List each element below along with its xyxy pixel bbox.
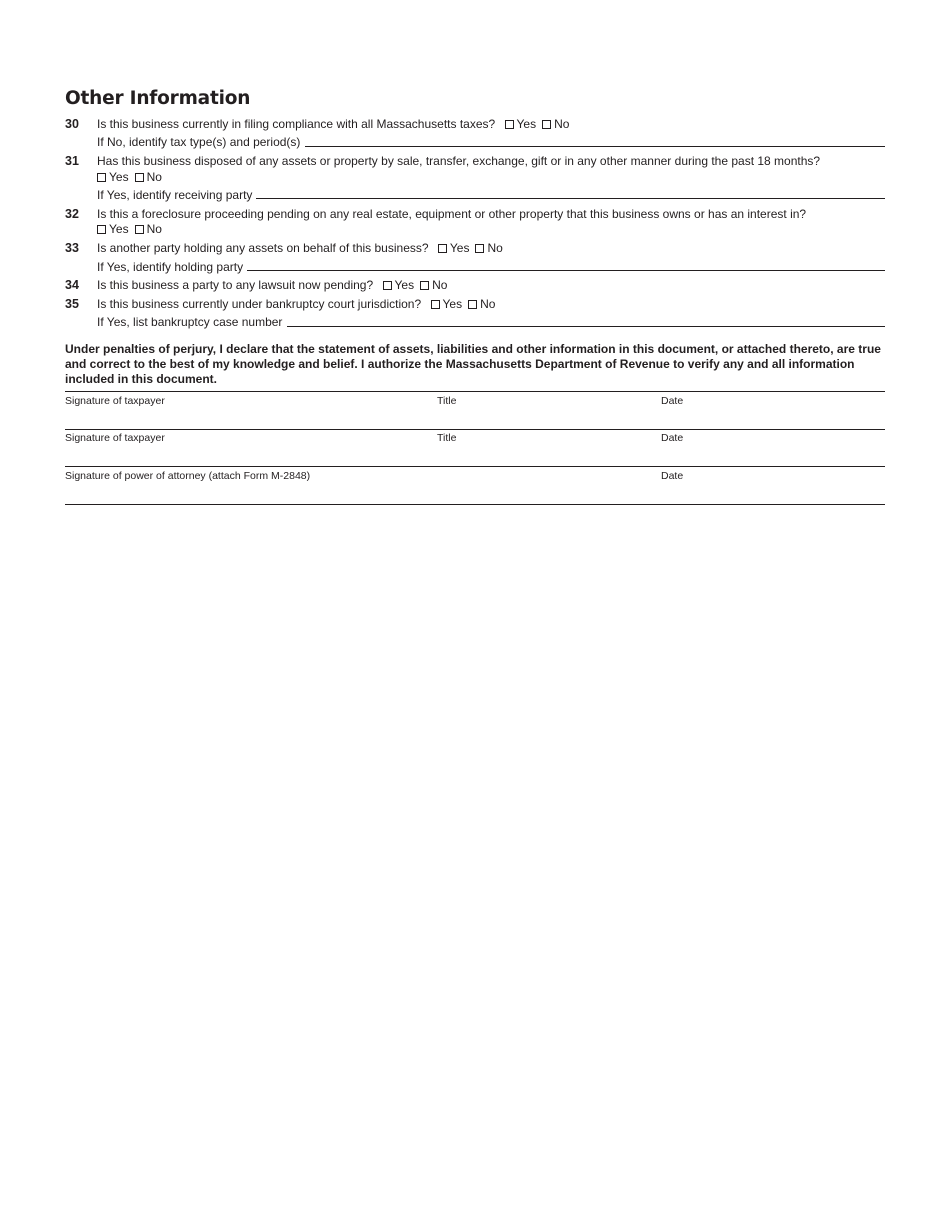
q34-yes-label: Yes (394, 278, 415, 292)
q32-no-checkbox[interactable] (135, 225, 144, 234)
q35-followup-label: If Yes, list bankruptcy case number (97, 315, 283, 329)
signature-taxpayer-2-label: Signature of taxpayer (65, 432, 165, 444)
q30-no-option[interactable] (542, 117, 569, 131)
q30-no-label: No (554, 117, 570, 131)
signature-poa-label: Signature of power of attorney (attach Form M-2848) (65, 470, 311, 482)
title-2-field[interactable] (437, 444, 652, 466)
q30-yes-label: Yes (516, 117, 537, 131)
date-2-label: Date (661, 432, 684, 444)
q33-followup-label: If Yes, identify holding party (97, 260, 244, 274)
title-2-label: Title (437, 432, 457, 444)
q33-yes-option[interactable] (438, 241, 470, 255)
question-33 (97, 241, 509, 255)
question-35-text: Is this business currently under bankruptcy court jurisdiction? (97, 297, 422, 311)
signature-taxpayer-2-field[interactable] (65, 444, 425, 466)
signature-taxpayer-label: Signature of taxpayer (65, 395, 165, 407)
date-label: Date (661, 395, 684, 407)
question-number-33: 33 (65, 241, 79, 255)
q34-yes-checkbox[interactable] (383, 281, 392, 290)
q33-no-label: No (487, 241, 503, 255)
signature-divider (65, 466, 885, 467)
question-30 (97, 117, 575, 131)
question-32-options (97, 222, 168, 236)
q31-no-checkbox[interactable] (135, 173, 144, 182)
q33-no-option[interactable] (475, 241, 502, 255)
q33-followup-field[interactable] (247, 270, 885, 271)
signature-poa-field[interactable] (65, 482, 650, 504)
q34-yes-option[interactable] (383, 278, 415, 292)
q34-no-label: No (432, 278, 448, 292)
date-3-field[interactable] (661, 482, 885, 504)
date-3-label: Date (661, 470, 684, 482)
section-title: Other Information (65, 88, 251, 109)
q34-no-option[interactable] (420, 278, 447, 292)
question-34 (97, 278, 453, 292)
question-35 (97, 297, 501, 311)
q30-no-checkbox[interactable] (542, 120, 551, 129)
q35-no-checkbox[interactable] (468, 300, 477, 309)
question-30-text: Is this business currently in filing compliance with all Massachusetts taxes? (97, 117, 496, 131)
q31-no-label: No (146, 170, 162, 184)
title-label: Title (437, 395, 457, 407)
question-33-text: Is another party holding any assets on behalf of this business? (97, 241, 429, 255)
q34-no-checkbox[interactable] (420, 281, 429, 290)
q35-yes-option[interactable] (431, 297, 463, 311)
signature-taxpayer-field[interactable] (65, 407, 425, 429)
q33-yes-label: Yes (449, 241, 470, 255)
title-field[interactable] (437, 407, 652, 429)
date-field[interactable] (661, 407, 885, 429)
q32-no-label: No (146, 222, 162, 236)
signature-divider (65, 504, 885, 505)
q35-yes-label: Yes (442, 297, 463, 311)
q30-followup-label: If No, identify tax type(s) and period(s) (97, 135, 301, 149)
question-number-35: 35 (65, 297, 79, 311)
q30-yes-checkbox[interactable] (505, 120, 514, 129)
perjury-declaration: Under penalties of perjury, I declare that the statement of assets, liabilities and other information in this document, or attached thereto, are true and correct to the best of my knowledge and belief. I authorize the Massachusetts Department of Revenue to verify any and all information included in this document. (65, 342, 881, 386)
q31-no-option[interactable] (135, 170, 162, 184)
q35-followup-field[interactable] (287, 326, 885, 327)
question-number-30: 30 (65, 117, 79, 131)
q32-yes-label: Yes (109, 222, 129, 236)
question-number-31: 31 (65, 154, 79, 168)
q31-followup-label: If Yes, identify receiving party (97, 188, 253, 202)
q33-no-checkbox[interactable] (475, 244, 484, 253)
question-32-text: Is this a foreclosure proceeding pending on any real estate, equipment or other property that this business owns or has an interest in? (97, 207, 807, 221)
question-number-32: 32 (65, 207, 79, 221)
date-2-field[interactable] (661, 444, 885, 466)
question-34-text: Is this business a party to any lawsuit now pending? (97, 278, 374, 292)
q31-yes-option[interactable] (97, 170, 129, 184)
question-number-34: 34 (65, 278, 79, 292)
q35-no-option[interactable] (468, 297, 495, 311)
q32-yes-option[interactable] (97, 222, 129, 236)
q35-yes-checkbox[interactable] (431, 300, 440, 309)
signature-divider (65, 391, 885, 392)
q31-yes-label: Yes (109, 170, 129, 184)
q32-yes-checkbox[interactable] (97, 225, 106, 234)
question-31-text: Has this business disposed of any assets or property by sale, transfer, exchange, gift or in any other manner during the past 18 months? (97, 154, 821, 168)
q32-no-option[interactable] (135, 222, 162, 236)
q31-yes-checkbox[interactable] (97, 173, 106, 182)
q30-yes-option[interactable] (505, 117, 537, 131)
q30-followup-field[interactable] (305, 146, 885, 147)
signature-divider (65, 429, 885, 430)
q35-no-label: No (480, 297, 496, 311)
q31-followup-field[interactable] (256, 198, 885, 199)
question-31-options (97, 170, 168, 184)
q33-yes-checkbox[interactable] (438, 244, 447, 253)
